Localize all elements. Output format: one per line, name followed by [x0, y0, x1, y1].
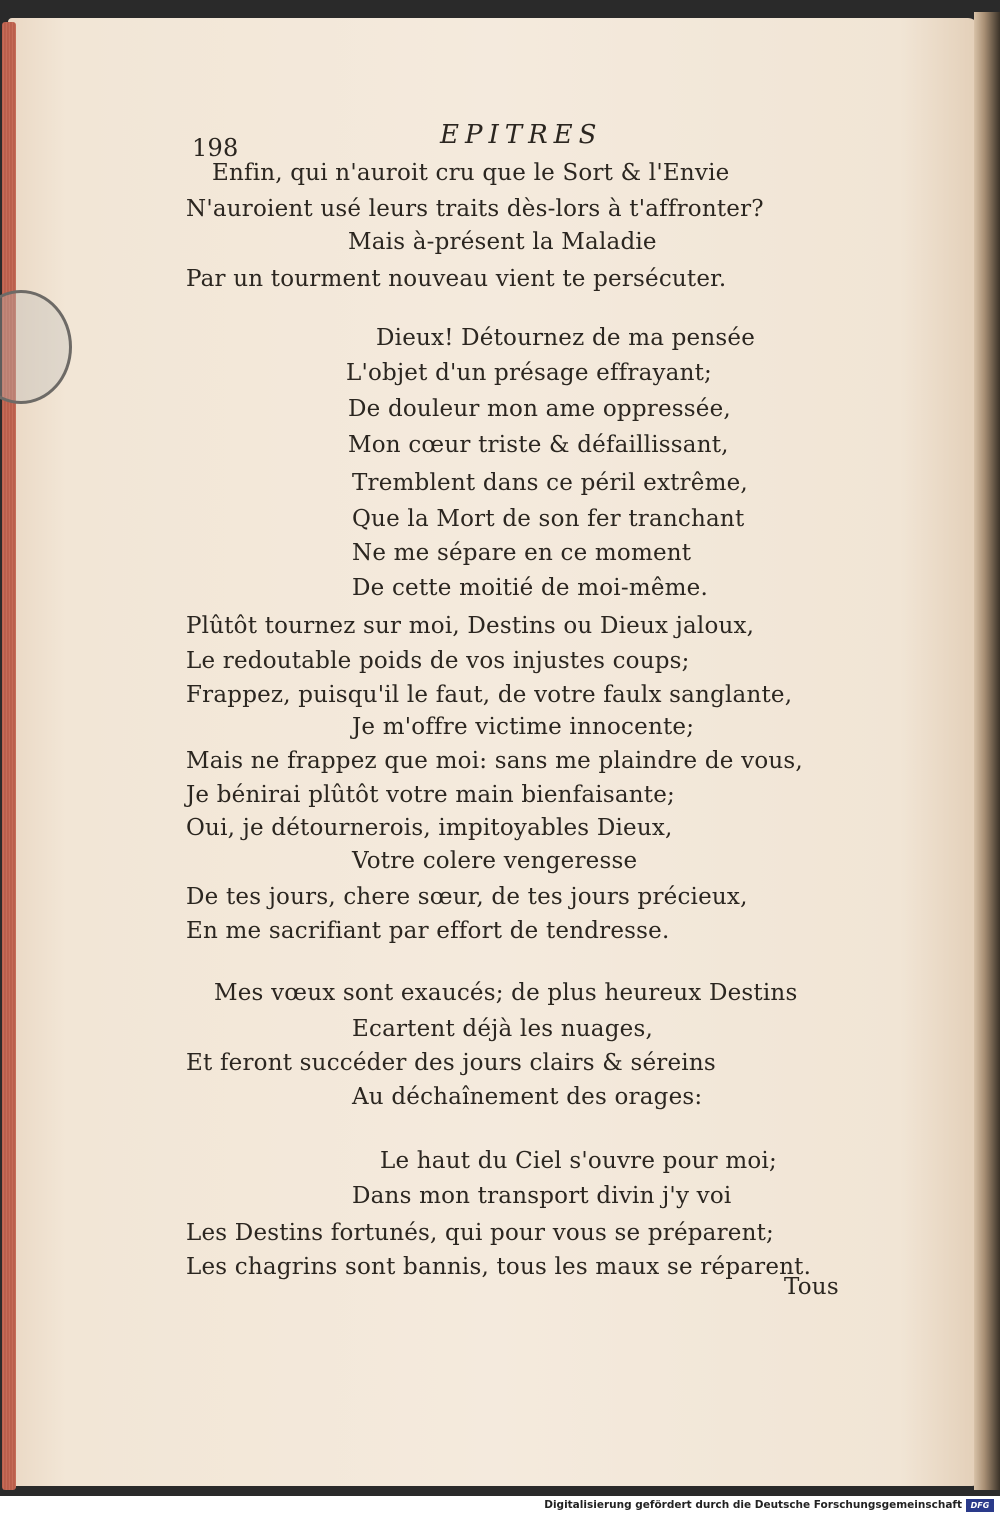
- funding-credit: Digitalisierung gefördert durch die Deutsche Forschungsgemeinschaft: [544, 1499, 962, 1511]
- poem-line: Mon cœur triste & défaillissant,: [348, 432, 729, 458]
- poem-line: Le haut du Ciel s'ouvre pour moi;: [380, 1148, 777, 1174]
- poem-line: Tremblent dans ce péril extrême,: [352, 470, 748, 496]
- poem-line: Dieux! Détournez de ma pensée: [376, 325, 755, 351]
- poem-line: En me sacrifiant par effort de tendresse.: [186, 918, 670, 944]
- poem-line: Ne me sépare en ce moment: [352, 540, 692, 566]
- poem-line: Mais ne frappez que moi: sans me plaindre de vous,: [186, 748, 803, 774]
- page-number: 198: [192, 134, 239, 162]
- poem-line: Dans mon transport divin j'y voi: [352, 1183, 732, 1209]
- poem-line: Plûtôt tournez sur moi, Destins ou Dieux jaloux,: [186, 613, 755, 639]
- poem-line: Je m'offre victime innocente;: [352, 714, 695, 740]
- catchword: Tous: [784, 1274, 839, 1300]
- page-edge-right: [974, 12, 1000, 1490]
- poem-line: Enfin, qui n'auroit cru que le Sort & l'Envie: [212, 160, 730, 186]
- poem-line: Frappez, puisqu'il le faut, de votre faulx sanglante,: [186, 682, 793, 708]
- poem-line: De cette moitié de moi-même.: [352, 575, 708, 601]
- poem-line: Je bénirai plûtôt votre main bienfaisante;: [186, 782, 675, 808]
- poem-line: Au déchaînement des orages:: [352, 1084, 703, 1110]
- poem-line: N'auroient usé leurs traits dès-lors à t'affronter?: [186, 196, 764, 222]
- running-head: EPITRES: [440, 120, 603, 150]
- poem-line: Votre colere vengeresse: [352, 848, 638, 874]
- poem-line: Et feront succéder des jours clairs & séreins: [186, 1050, 716, 1076]
- poem-line: De tes jours, chere sœur, de tes jours précieux,: [186, 884, 748, 910]
- page-edge-left: [2, 22, 16, 1490]
- poem-line: Les Destins fortunés, qui pour vous se préparent;: [186, 1220, 775, 1246]
- poem-line: Mais à-présent la Maladie: [348, 229, 657, 255]
- poem-line: Le redoutable poids de vos injustes coups;: [186, 648, 690, 674]
- poem-line: L'objet d'un présage effrayant;: [346, 360, 712, 386]
- dfg-logo: DFG: [966, 1499, 994, 1512]
- poem-line: Ecartent déjà les nuages,: [352, 1016, 653, 1042]
- poem-line: Mes vœux sont exaucés; de plus heureux Destins: [214, 980, 798, 1006]
- poem-line: Par un tourment nouveau vient te persécuter.: [186, 266, 727, 292]
- poem-line: Les chagrins sont bannis, tous les maux se réparent.: [186, 1254, 812, 1280]
- poem-line: Oui, je détournerois, impitoyables Dieux,: [186, 815, 673, 841]
- poem-line: De douleur mon ame oppressée,: [348, 396, 731, 422]
- poem-line: Que la Mort de son fer tranchant: [352, 506, 745, 532]
- digitization-footer: [0, 1496, 1000, 1516]
